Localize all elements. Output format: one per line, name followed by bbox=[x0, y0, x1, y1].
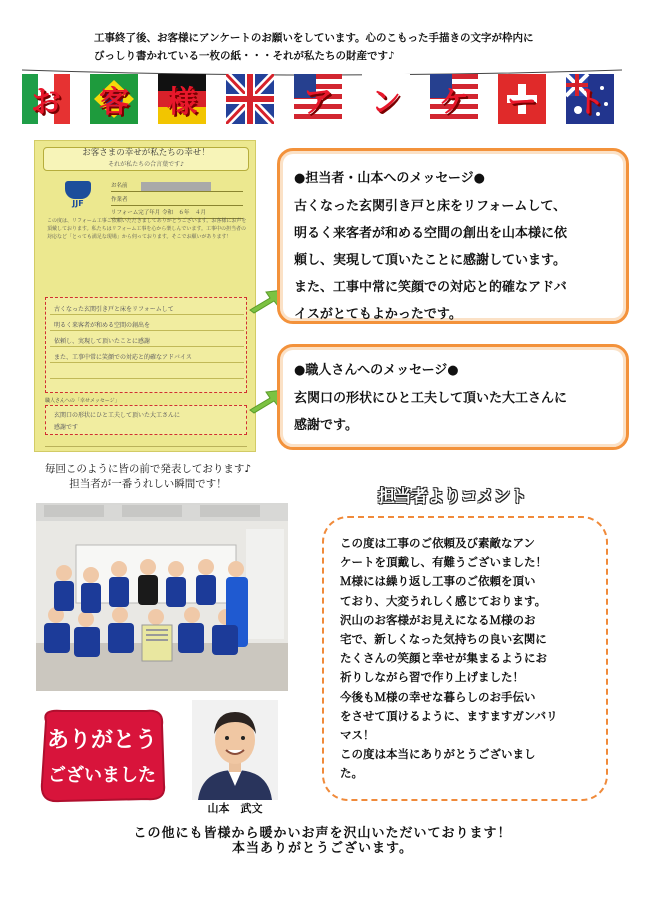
message-to-craftsman-body bbox=[294, 385, 567, 439]
survey-sheet-image bbox=[34, 140, 256, 452]
message-line: 頼し、実現して頂いたことに感謝しています。 bbox=[294, 253, 566, 268]
team-photo bbox=[36, 503, 288, 691]
message-line: イスがとてもよかったです。 bbox=[294, 307, 462, 322]
survey-handwritten-box bbox=[45, 297, 247, 393]
comment-line: 祈りしながら習で作り上げました！ bbox=[340, 670, 524, 685]
closing-line-2: 本当ありがとうございます。 bbox=[232, 841, 413, 856]
photo-caption bbox=[36, 462, 260, 492]
handwriting-line: 古くなった玄関引き戸と床をリフォームして bbox=[54, 306, 174, 313]
handwriting-line: また、工事中常に笑顔での対応と的確なアドバイス bbox=[54, 354, 192, 361]
message-line: 玄関口の形状にひと工夫して頂いた大工さんに bbox=[294, 391, 568, 406]
handwriting-line: 依頼し、実現して頂いたことに感謝 bbox=[54, 338, 151, 345]
thank-you-line-1: ありがとう bbox=[46, 728, 158, 753]
intro-line-2: びっしり書かれている一枚の紙・・・それが私たちの財産です♪ bbox=[94, 50, 395, 62]
survey-field-name bbox=[111, 181, 243, 192]
staff-portrait bbox=[192, 700, 278, 800]
manager-comment-box bbox=[322, 516, 608, 801]
survey-banner bbox=[22, 66, 622, 130]
message-to-craftsman-title: ●職人さんへのメッセージ● bbox=[294, 363, 459, 378]
ruled-line bbox=[50, 362, 244, 363]
redacted-block bbox=[141, 182, 211, 191]
ruled-line bbox=[50, 314, 244, 315]
staff-name: 山本 武文 bbox=[207, 802, 263, 815]
comment-line: ケートを頂戴し、有難うございました！ bbox=[340, 555, 547, 570]
closing-line-1: この他にも皆様から暖かいお声を沢山いただいております！ bbox=[133, 826, 512, 841]
ruled-line bbox=[50, 378, 244, 379]
comment-heading: 担当者よりコメント bbox=[378, 487, 527, 507]
survey-field-worker bbox=[111, 195, 243, 206]
handwriting-line: 玄関口の形状にひと工夫して頂いた大工さんに bbox=[54, 412, 181, 419]
ruled-line bbox=[50, 330, 244, 331]
survey-handwritten-box-2 bbox=[45, 405, 247, 435]
survey-header-subtitle: それが私たちの合言葉です♪ bbox=[108, 161, 184, 168]
message-to-manager-title: ●担当者・山本へのメッセージ● bbox=[294, 171, 485, 186]
banner-char-2: 客 bbox=[99, 85, 129, 120]
banner-char-6: ケ bbox=[439, 85, 469, 120]
comment-line: たくさんの笑顔と幸せが集まるようにお bbox=[340, 651, 547, 666]
banner-char-7: ー bbox=[507, 85, 537, 120]
survey-message-label: 職人さんへの「幸せメッセージ」 bbox=[45, 398, 120, 404]
survey-field-label: お名前 bbox=[111, 183, 128, 189]
banner-flag-3 bbox=[158, 74, 206, 124]
message-to-manager-body bbox=[294, 193, 567, 328]
logo-mark-icon bbox=[65, 181, 91, 199]
banner-flag-9 bbox=[566, 74, 614, 124]
comment-line: 宅で、新しくなった気持ちの良い玄関に bbox=[340, 632, 547, 647]
staff-portrait-image bbox=[192, 700, 278, 800]
comment-line: 今後もＭ様の幸せな暮らしのお手伝い bbox=[340, 689, 536, 704]
message-line: また、工事中常に笑顔での対応と的確なアドバ bbox=[294, 280, 567, 295]
manager-comment-text bbox=[340, 534, 596, 784]
message-line: 古くなった玄関引き戸と床をリフォームして、 bbox=[294, 199, 567, 214]
caption-line-1: 毎回このように皆の前で発表しております♪ bbox=[44, 463, 252, 475]
message-line: 明るく来客者が和める空間の創出を山本様に依 bbox=[294, 226, 568, 241]
survey-intro-text: この度は、リフォーム工事ご依頼いただきましてありがとうございます。お客様にお声を頂戴しております。私たちはリフォーム工事を心から楽しんでいます。工事中の担当者の対応など「とっても満足な現場」から伺っております。そこでお願いがあります！ bbox=[47, 218, 247, 240]
comment-line: た。 bbox=[340, 766, 363, 781]
message-line: 感謝です。 bbox=[294, 418, 358, 433]
banner-char-4: ア bbox=[303, 85, 333, 120]
banner-char-8: ト bbox=[575, 85, 605, 120]
banner-char-1: お bbox=[31, 85, 61, 120]
banner-flag-5 bbox=[294, 74, 342, 124]
comment-line: マス！ bbox=[340, 728, 375, 743]
survey-header bbox=[43, 147, 249, 171]
message-to-craftsman-box bbox=[277, 344, 629, 450]
banner-flag-8 bbox=[498, 74, 546, 124]
ruled-line bbox=[50, 346, 244, 347]
intro-line-1: 工事終了後、お客様にアンケートのお願いをしています。心のこもった手描きの文字が枠内に bbox=[94, 32, 534, 44]
handwriting-line: 明るく来客者が和める空間の創出を bbox=[54, 322, 151, 329]
comment-line: Ｍ様には繰り返し工事のご依頼を頂い bbox=[340, 574, 536, 589]
banner-flag-2 bbox=[90, 74, 138, 124]
banner-flag-4 bbox=[226, 74, 274, 124]
survey-field-label: 作業者 bbox=[111, 197, 128, 203]
handwriting-line: 感謝です bbox=[54, 424, 79, 431]
comment-line: この度は本当にありがとうございまし bbox=[340, 747, 536, 762]
comment-line: この度は工事のご依頼及び素敵なアン bbox=[340, 536, 536, 550]
closing-message bbox=[0, 826, 645, 856]
team-photo-image bbox=[36, 503, 288, 691]
thank-you-badge bbox=[32, 705, 172, 805]
message-to-manager-box bbox=[277, 148, 629, 324]
thank-you-line-2: ございました bbox=[48, 765, 156, 786]
comment-line: ており、大変うれしく感じております。 bbox=[340, 593, 547, 608]
survey-footer-line bbox=[45, 439, 247, 447]
survey-header-title: お客さまの幸せが私たちの幸せ！ bbox=[82, 148, 210, 158]
caption-line-2: 担当者が一番うれしい瞬間です！ bbox=[69, 478, 227, 490]
banner-flag-1 bbox=[22, 74, 70, 124]
survey-field-label: リフォーム完了年月 令和 ６年 ４月 bbox=[111, 210, 206, 216]
comment-line: をさせて頂けるように、ますますガンバリ bbox=[340, 708, 558, 723]
banner-char-5: ン bbox=[371, 85, 401, 120]
comment-line: 沢山のお客様がお見えになるＭ様のお bbox=[340, 612, 536, 627]
uk-flag-icon bbox=[226, 74, 274, 124]
banner-flag-6 bbox=[362, 74, 410, 124]
intro-text bbox=[88, 26, 558, 70]
banner-flag-7 bbox=[430, 74, 478, 124]
logo-text: JJF bbox=[72, 199, 84, 208]
company-logo bbox=[59, 181, 97, 211]
banner-char-3: 様 bbox=[167, 85, 197, 120]
